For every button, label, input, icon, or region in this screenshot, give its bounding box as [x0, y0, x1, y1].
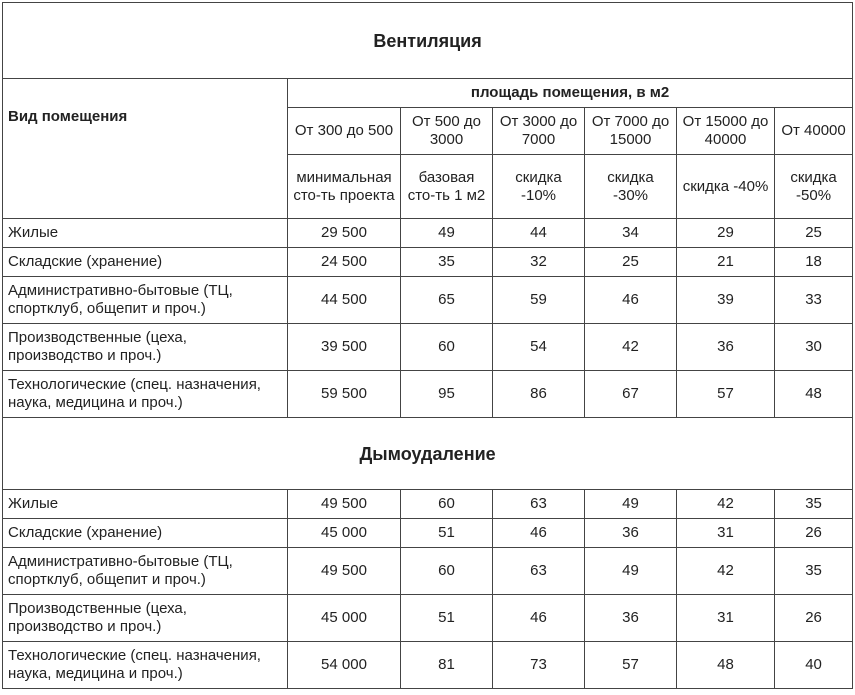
price-cell: 25	[775, 219, 853, 248]
price-cell: 59 500	[288, 371, 401, 418]
room-type-cell: Административно-бытовые (ТЦ, спортклуб, общепит и проч.)	[3, 548, 288, 595]
price-cell: 63	[493, 490, 585, 519]
price-cell: 60	[401, 548, 493, 595]
price-cell: 45 000	[288, 519, 401, 548]
table-row	[3, 548, 853, 595]
table-row	[3, 595, 853, 642]
price-cell: 32	[493, 248, 585, 277]
area-range-2: От 3000 до 7000	[493, 108, 585, 155]
table-row	[3, 219, 853, 248]
room-type-cell: Технологические (спец. назначения, наука, медицина и проч.)	[3, 371, 288, 418]
table-row	[3, 324, 853, 371]
price-cell: 49	[585, 490, 677, 519]
price-cell: 45 000	[288, 595, 401, 642]
ventilation-title: Вентиляция	[3, 3, 853, 79]
price-cell: 65	[401, 277, 493, 324]
price-cell: 40	[775, 642, 853, 689]
room-type-header-label: Вид помещения	[8, 108, 128, 125]
area-range-4: От 15000 до 40000	[677, 108, 775, 155]
price-cell: 49 500	[288, 490, 401, 519]
price-cell: 31	[677, 519, 775, 548]
price-cell: 86	[493, 371, 585, 418]
price-cell: 39	[677, 277, 775, 324]
price-cell: 67	[585, 371, 677, 418]
price-cell: 34	[585, 219, 677, 248]
room-type-cell: Технологические (спец. назначения, наука, медицина и проч.)	[3, 642, 288, 689]
price-cell: 36	[677, 324, 775, 371]
room-type-cell: Складские (хранение)	[3, 248, 288, 277]
price-cell: 54 000	[288, 642, 401, 689]
room-type-cell: Жилые	[3, 219, 288, 248]
price-cell: 44	[493, 219, 585, 248]
price-cell: 39 500	[288, 324, 401, 371]
price-cell: 60	[401, 490, 493, 519]
price-cell: 29	[677, 219, 775, 248]
table-row	[3, 642, 853, 689]
area-range-1: От 500 до 3000	[401, 108, 493, 155]
table-row	[3, 248, 853, 277]
price-cell: 35	[401, 248, 493, 277]
price-note-1: базовая сто-ть 1 м2	[401, 155, 493, 219]
price-cell: 24 500	[288, 248, 401, 277]
price-cell: 36	[585, 519, 677, 548]
price-cell: 51	[401, 519, 493, 548]
price-cell: 36	[585, 595, 677, 642]
price-note-2: скидка -10%	[493, 155, 585, 219]
price-cell: 57	[677, 371, 775, 418]
price-cell: 33	[775, 277, 853, 324]
room-type-header	[3, 79, 288, 219]
price-cell: 18	[775, 248, 853, 277]
price-cell: 25	[585, 248, 677, 277]
price-note-4: скидка -40%	[677, 155, 775, 219]
price-cell: 44 500	[288, 277, 401, 324]
price-cell: 46	[493, 519, 585, 548]
price-cell: 81	[401, 642, 493, 689]
price-note-5: скидка -50%	[775, 155, 853, 219]
room-type-cell: Жилые	[3, 490, 288, 519]
area-range-5: От 40000	[775, 108, 853, 155]
table-row	[3, 371, 853, 418]
price-cell: 26	[775, 519, 853, 548]
price-cell: 51	[401, 595, 493, 642]
table-row	[3, 490, 853, 519]
table-row	[3, 277, 853, 324]
price-cell: 42	[585, 324, 677, 371]
price-cell: 42	[677, 490, 775, 519]
price-cell: 49	[401, 219, 493, 248]
price-cell: 42	[677, 548, 775, 595]
price-cell: 95	[401, 371, 493, 418]
price-cell: 48	[677, 642, 775, 689]
price-cell: 54	[493, 324, 585, 371]
room-type-cell: Производственные (цеха, производство и проч.)	[3, 324, 288, 371]
price-cell: 49	[585, 548, 677, 595]
price-cell: 35	[775, 548, 853, 595]
price-cell: 57	[585, 642, 677, 689]
price-table	[2, 2, 853, 689]
price-cell: 21	[677, 248, 775, 277]
price-cell: 35	[775, 490, 853, 519]
area-header: площадь помещения, в м2	[288, 79, 853, 108]
price-cell: 46	[585, 277, 677, 324]
price-cell: 48	[775, 371, 853, 418]
price-cell: 73	[493, 642, 585, 689]
table-row	[3, 519, 853, 548]
price-cell: 63	[493, 548, 585, 595]
price-note-3: скидка -30%	[585, 155, 677, 219]
price-cell: 26	[775, 595, 853, 642]
area-range-3: От 7000 до 15000	[585, 108, 677, 155]
price-cell: 60	[401, 324, 493, 371]
price-cell: 46	[493, 595, 585, 642]
price-note-0: минимальная сто-ть проекта	[288, 155, 401, 219]
price-cell: 30	[775, 324, 853, 371]
smoke-removal-title: Дымоудаление	[3, 418, 853, 490]
room-type-cell: Складские (хранение)	[3, 519, 288, 548]
room-type-cell: Производственные (цеха, производство и проч.)	[3, 595, 288, 642]
price-cell: 31	[677, 595, 775, 642]
room-type-cell: Административно-бытовые (ТЦ, спортклуб, общепит и проч.)	[3, 277, 288, 324]
price-cell: 49 500	[288, 548, 401, 595]
price-cell: 59	[493, 277, 585, 324]
area-range-0: От 300 до 500	[288, 108, 401, 155]
price-cell: 29 500	[288, 219, 401, 248]
